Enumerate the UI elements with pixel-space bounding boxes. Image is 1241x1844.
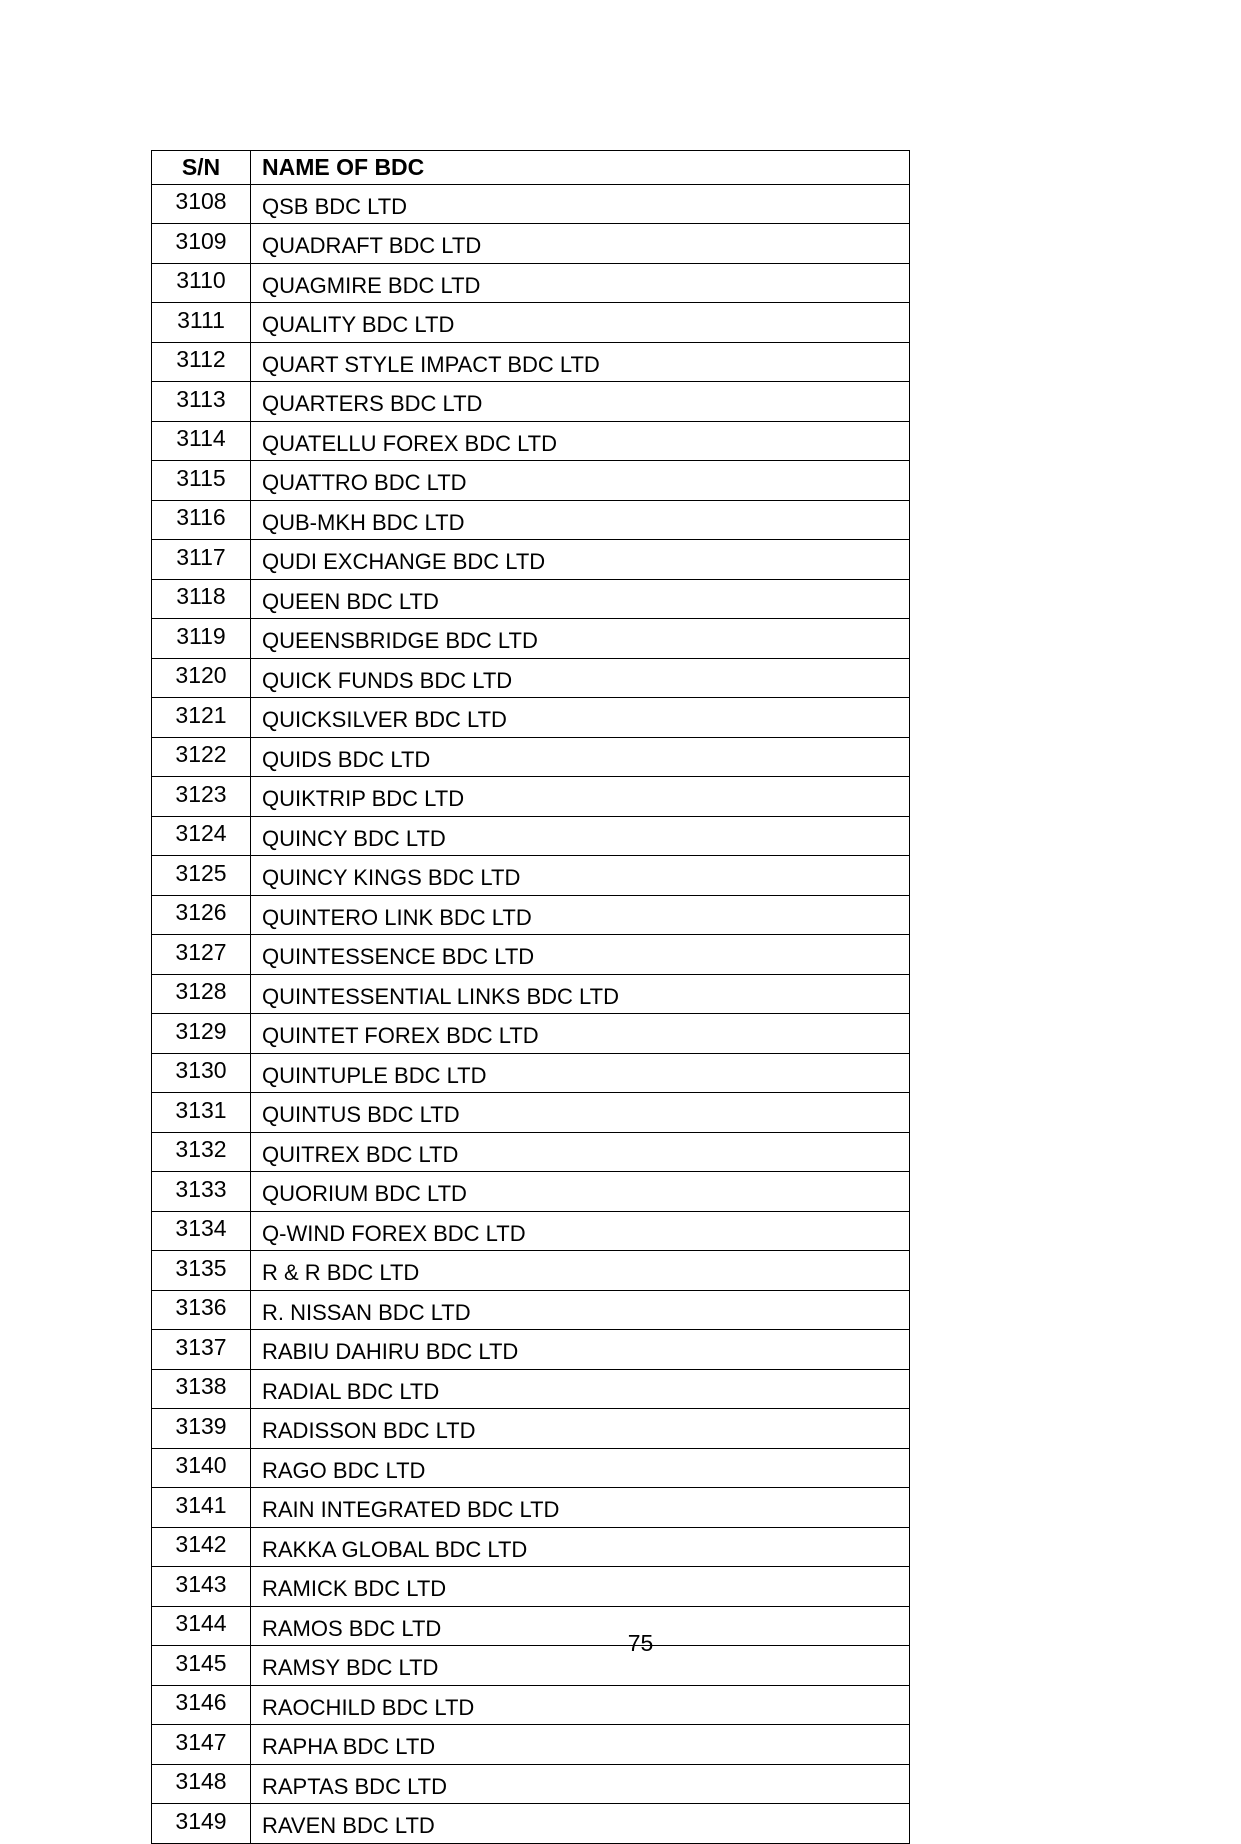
cell-bdc-name: QUALITY BDC LTD: [251, 303, 910, 343]
table-row: [152, 1804, 910, 1844]
cell-sn: 3112: [152, 342, 251, 382]
cell-sn: 3109: [152, 224, 251, 264]
table-row: [152, 1369, 910, 1409]
table-row: [152, 342, 910, 382]
cell-bdc-name: QUICKSILVER BDC LTD: [251, 698, 910, 738]
cell-sn: 3131: [152, 1093, 251, 1133]
table-row: [152, 1093, 910, 1133]
cell-bdc-name: QUINTUS BDC LTD: [251, 1093, 910, 1133]
table-row: [152, 1251, 910, 1291]
cell-bdc-name: QSB BDC LTD: [251, 184, 910, 224]
cell-sn: 3139: [152, 1409, 251, 1449]
table-row: [152, 421, 910, 461]
cell-bdc-name: RAPHA BDC LTD: [251, 1725, 910, 1765]
cell-sn: 3136: [152, 1290, 251, 1330]
cell-sn: 3142: [152, 1527, 251, 1567]
cell-bdc-name: QUINTESSENTIAL LINKS BDC LTD: [251, 974, 910, 1014]
cell-bdc-name: RADISSON BDC LTD: [251, 1409, 910, 1449]
table-row: [152, 1764, 910, 1804]
table-header-row: [152, 151, 910, 185]
cell-bdc-name: RAMOS BDC LTD: [251, 1606, 910, 1646]
table-row: [152, 461, 910, 501]
cell-sn: 3108: [152, 184, 251, 224]
cell-bdc-name: QUINTUPLE BDC LTD: [251, 1053, 910, 1093]
table-row: [152, 1053, 910, 1093]
cell-bdc-name: QUINTERO LINK BDC LTD: [251, 895, 910, 935]
cell-sn: 3129: [152, 1014, 251, 1054]
cell-sn: 3119: [152, 619, 251, 659]
table-row: [152, 935, 910, 975]
cell-bdc-name: QUB-MKH BDC LTD: [251, 500, 910, 540]
cell-sn: 3134: [152, 1211, 251, 1251]
cell-sn: 3133: [152, 1172, 251, 1212]
cell-sn: 3143: [152, 1567, 251, 1607]
cell-sn: 3145: [152, 1646, 251, 1686]
cell-sn: 3130: [152, 1053, 251, 1093]
table-row: [152, 579, 910, 619]
cell-sn: 3120: [152, 658, 251, 698]
cell-bdc-name: RADIAL BDC LTD: [251, 1369, 910, 1409]
table-row: [152, 856, 910, 896]
cell-sn: 3135: [152, 1251, 251, 1291]
cell-sn: 3123: [152, 777, 251, 817]
cell-sn: 3116: [152, 500, 251, 540]
table-row: [152, 382, 910, 422]
cell-sn: 3148: [152, 1764, 251, 1804]
table-row: [152, 1014, 910, 1054]
table-row: [152, 974, 910, 1014]
cell-bdc-name: QUIKTRIP BDC LTD: [251, 777, 910, 817]
table-row: [152, 737, 910, 777]
cell-bdc-name: RAPTAS BDC LTD: [251, 1764, 910, 1804]
cell-bdc-name: QUIDS BDC LTD: [251, 737, 910, 777]
cell-bdc-name: QUATELLU FOREX BDC LTD: [251, 421, 910, 461]
cell-sn: 3117: [152, 540, 251, 580]
cell-bdc-name: RAMICK BDC LTD: [251, 1567, 910, 1607]
cell-bdc-name: QUORIUM BDC LTD: [251, 1172, 910, 1212]
cell-bdc-name: QUICK FUNDS BDC LTD: [251, 658, 910, 698]
table-row: [152, 184, 910, 224]
cell-sn: 3149: [152, 1804, 251, 1844]
table-row: [152, 1172, 910, 1212]
cell-sn: 3124: [152, 816, 251, 856]
cell-sn: 3125: [152, 856, 251, 896]
cell-sn: 3126: [152, 895, 251, 935]
cell-sn: 3138: [152, 1369, 251, 1409]
cell-bdc-name: QUAGMIRE BDC LTD: [251, 263, 910, 303]
cell-bdc-name: QUART STYLE IMPACT BDC LTD: [251, 342, 910, 382]
table-row: [152, 263, 910, 303]
table-row: [152, 303, 910, 343]
table-row: [152, 540, 910, 580]
table-body: [152, 184, 910, 1843]
table-row: [152, 1685, 910, 1725]
cell-sn: 3114: [152, 421, 251, 461]
cell-sn: 3115: [152, 461, 251, 501]
cell-bdc-name: QUEENSBRIDGE BDC LTD: [251, 619, 910, 659]
cell-sn: 3146: [152, 1685, 251, 1725]
cell-sn: 3132: [152, 1132, 251, 1172]
cell-bdc-name: QUINTET FOREX BDC LTD: [251, 1014, 910, 1054]
table-row: [152, 1211, 910, 1251]
header-name-of-bdc: NAME OF BDC: [251, 151, 910, 185]
cell-bdc-name: R & R BDC LTD: [251, 1251, 910, 1291]
cell-sn: 3113: [152, 382, 251, 422]
table-row: [152, 1527, 910, 1567]
cell-sn: 3127: [152, 935, 251, 975]
cell-sn: 3141: [152, 1488, 251, 1528]
table-row: [152, 1290, 910, 1330]
table-row: [152, 1567, 910, 1607]
table-row: [152, 1409, 910, 1449]
table-row: [152, 816, 910, 856]
cell-sn: 3140: [152, 1448, 251, 1488]
cell-bdc-name: QUINTESSENCE BDC LTD: [251, 935, 910, 975]
table-row: [152, 895, 910, 935]
header-sn: S/N: [152, 151, 251, 185]
table-row: [152, 1448, 910, 1488]
cell-bdc-name: QUDI EXCHANGE BDC LTD: [251, 540, 910, 580]
cell-bdc-name: Q-WIND FOREX BDC LTD: [251, 1211, 910, 1251]
cell-bdc-name: R. NISSAN BDC LTD: [251, 1290, 910, 1330]
cell-bdc-name: QUINCY KINGS BDC LTD: [251, 856, 910, 896]
cell-bdc-name: QUADRAFT BDC LTD: [251, 224, 910, 264]
table-row: [152, 619, 910, 659]
cell-bdc-name: QUEEN BDC LTD: [251, 579, 910, 619]
cell-bdc-name: RAGO BDC LTD: [251, 1448, 910, 1488]
page-number: 75: [627, 1630, 654, 1656]
cell-bdc-name: RAMSY BDC LTD: [251, 1646, 910, 1686]
cell-sn: 3128: [152, 974, 251, 1014]
table-row: [152, 698, 910, 738]
cell-sn: 3121: [152, 698, 251, 738]
cell-bdc-name: QUINCY BDC LTD: [251, 816, 910, 856]
cell-sn: 3111: [152, 303, 251, 343]
cell-bdc-name: RAVEN BDC LTD: [251, 1804, 910, 1844]
table-row: [152, 777, 910, 817]
cell-sn: 3144: [152, 1606, 251, 1646]
cell-bdc-name: RABIU DAHIRU BDC LTD: [251, 1330, 910, 1370]
table-row: [152, 1725, 910, 1765]
cell-bdc-name: RAKKA GLOBAL BDC LTD: [251, 1527, 910, 1567]
cell-sn: 3137: [152, 1330, 251, 1370]
cell-bdc-name: QUARTERS BDC LTD: [251, 382, 910, 422]
table-row: [152, 500, 910, 540]
table-row: [152, 1488, 910, 1528]
cell-bdc-name: QUATTRO BDC LTD: [251, 461, 910, 501]
cell-sn: 3110: [152, 263, 251, 303]
cell-bdc-name: RAOCHILD BDC LTD: [251, 1685, 910, 1725]
table-row: [152, 224, 910, 264]
cell-sn: 3118: [152, 579, 251, 619]
table-row: [152, 1330, 910, 1370]
bdc-list-table: [151, 150, 910, 1844]
cell-sn: 3147: [152, 1725, 251, 1765]
table-row: [152, 1132, 910, 1172]
cell-sn: 3122: [152, 737, 251, 777]
cell-bdc-name: RAIN INTEGRATED BDC LTD: [251, 1488, 910, 1528]
table-row: [152, 658, 910, 698]
cell-bdc-name: QUITREX BDC LTD: [251, 1132, 910, 1172]
